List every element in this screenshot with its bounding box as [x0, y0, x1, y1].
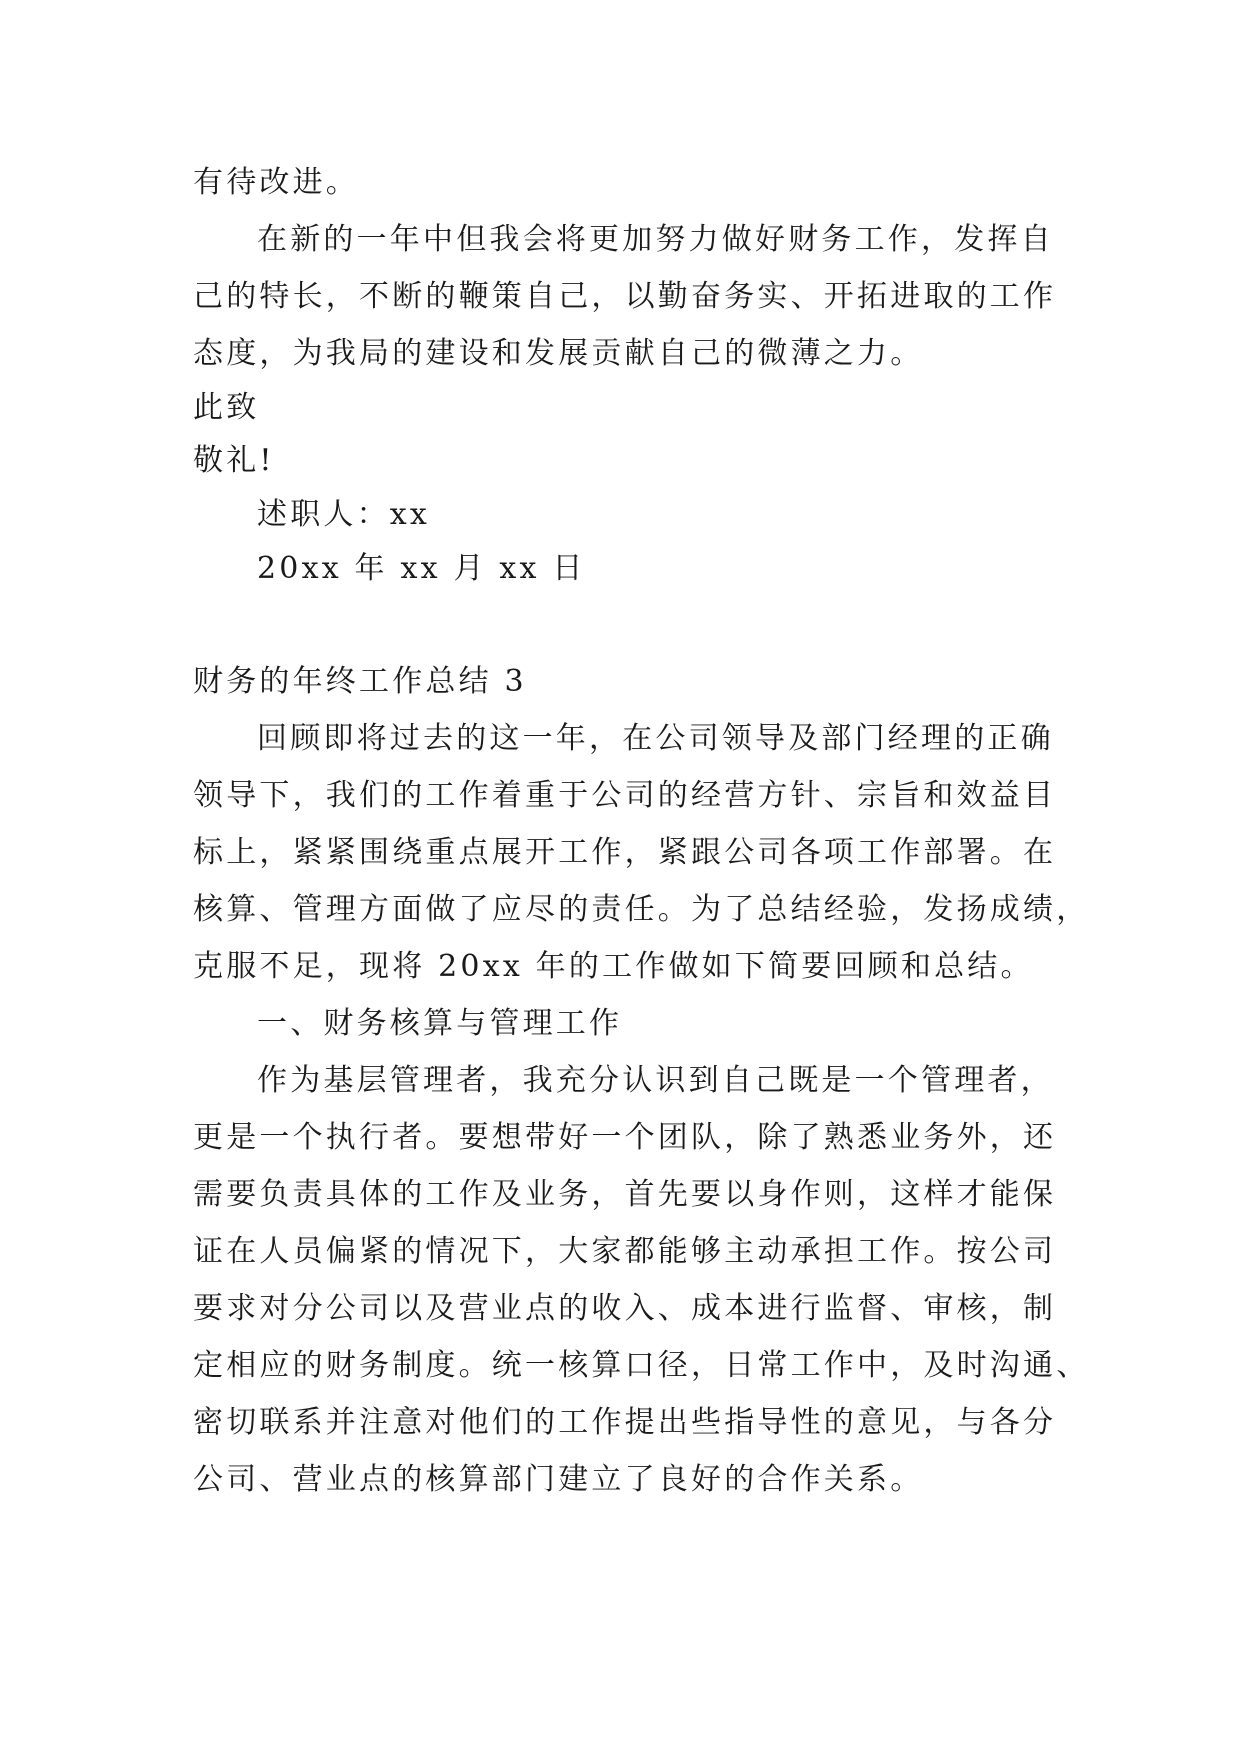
paragraph-line: 态度，为我局的建设和发展贡献自己的微薄之力。	[193, 336, 924, 371]
closing-phrase: 此致	[193, 390, 260, 425]
paragraph-line: 标上，紧紧围绕重点展开工作，紧跟公司各项工作部署。在	[193, 835, 1057, 870]
paragraph-line: 证在人员偏紧的情况下，大家都能够主动承担工作。按公司	[193, 1234, 1057, 1269]
paragraph-line: 定相应的财务制度。统一核算口径，日常工作中，及时沟通、	[193, 1348, 1090, 1383]
paragraph-line: 领导下，我们的工作着重于公司的经营方针、宗旨和效益目	[193, 778, 1057, 813]
signature-name: 述职人：xx	[257, 497, 431, 532]
paragraph-line: 更是一个执行者。要想带好一个团队，除了熟悉业务外，还	[193, 1120, 1057, 1155]
paragraph-line: 作为基层管理者，我充分认识到自己既是一个管理者，	[257, 1063, 1054, 1098]
closing-salutation: 敬礼!	[193, 443, 275, 478]
paragraph-line: 公司、营业点的核算部门建立了良好的合作关系。	[193, 1462, 924, 1497]
text-line: 有待改进。	[193, 165, 359, 200]
paragraph-line: 密切联系并注意对他们的工作提出些指导性的意见，与各分	[193, 1405, 1057, 1440]
paragraph-line: 在新的一年中但我会将更加努力做好财务工作，发挥自	[257, 222, 1054, 257]
paragraph-line: 克服不足，现将 20xx 年的工作做如下简要回顾和总结。	[193, 949, 1034, 984]
paragraph-line: 需要负责具体的工作及业务，首先要以身作则，这样才能保	[193, 1177, 1057, 1212]
paragraph-line: 核算、管理方面做了应尽的责任。为了总结经验，发扬成绩，	[193, 892, 1090, 927]
paragraph-line: 回顾即将过去的这一年，在公司领导及部门经理的正确	[257, 721, 1054, 756]
section-title: 财务的年终工作总结 3	[193, 664, 527, 699]
paragraph-line: 己的特长，不断的鞭策自己，以勤奋务实、开拓进取的工作	[193, 279, 1057, 314]
signature-date: 20xx 年 xx 月 xx 日	[257, 551, 586, 586]
subsection-heading: 一、财务核算与管理工作	[257, 1006, 623, 1041]
paragraph-line: 要求对分公司以及营业点的收入、成本进行监督、审核，制	[193, 1291, 1057, 1326]
